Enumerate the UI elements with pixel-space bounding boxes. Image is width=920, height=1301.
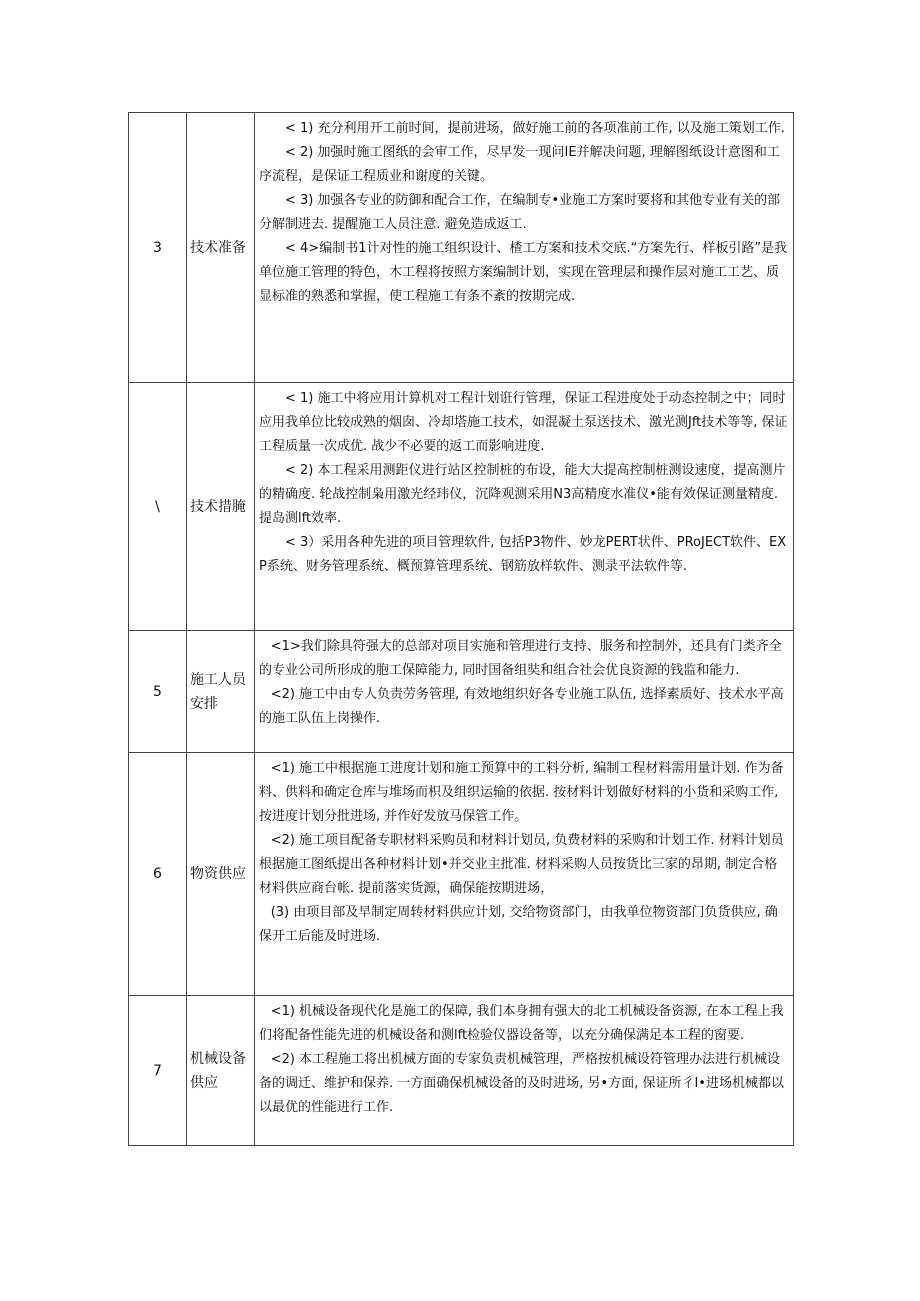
paragraph: <2) 施工项目配备专职材料采购员和材料计划员, 负费材料的采购和计划工作. 材料计划员根据施工图纸提出各种材料计划•并交业主批准. 材料采购人员按货比三家的昂期, 制定合格材料供应商台帐. 提前落实货源，确保能按期进场， xyxy=(259,833,784,896)
paragraph: < 2) 本工程采用测距仪进行站区控制桩的布设，能大大提高控制桩测设速度，提高测片的精确度. 轮战控制枭用激光经玮仪，沉降观测采用N3高精度水准仪•能有效保证测量精度. 提岛测lft效率. xyxy=(259,463,786,526)
row-content xyxy=(255,113,794,383)
table-row xyxy=(129,113,794,383)
table-row xyxy=(129,383,794,631)
row-number: 6 xyxy=(129,753,187,996)
row-content xyxy=(255,631,794,753)
paragraph: < 1) 施工中将应用计算机对工程计划诳行管理，保证工程进度处于动态控制之中；同时应用我单位比较成熟的烟囱、冷却塔施工技术，如混凝土泵送技术、激光测Jft技术等等, 保证工程质量一次成优. 战少不必要的返工而影响进度. xyxy=(259,391,788,454)
table-row xyxy=(129,631,794,753)
table-row xyxy=(129,996,794,1146)
measures-table xyxy=(128,112,794,1146)
paragraph: (3) 由项目部及早制定周转材料供应计划, 交给物资部门，由我单位物资部门负货供应, 确保开工后能及时进场. xyxy=(259,905,778,944)
row-content xyxy=(255,383,794,631)
paragraph: < 4>编制书1计对性的施工组织设计、楂工方案和技术交底.“方案先行、样板引路”是我单位施工管理的特色，木工程将按照方案编制计划，实现在管理层和操作层对施工工艺、质显标准的熟悉和掌握，使工程施工有条不紊的按期完成. xyxy=(259,241,788,304)
paragraph: <2) 施工中由专人负责劳务管理, 有效地组织好各专业施工队伍, 选择素质好、技术水平高的施工队伍上岗操作. xyxy=(259,687,784,726)
row-content xyxy=(255,996,794,1146)
row-item: 技术准备 xyxy=(187,113,255,383)
row-item: 物资供应 xyxy=(187,753,255,996)
table-row xyxy=(129,753,794,996)
row-number: \ xyxy=(129,383,187,631)
paragraph: < 3) 加强各专业的防御和配合工作，在编制专•业施工方案时要将和其他专业有关的部分解制进去. 提醒施工人员注意. 避免造成返工. xyxy=(259,193,781,232)
paragraph: <1) 施工中根据施工进度计划和施工预算中的工料分析, 编制工程材料需用量计划. 作为备料、供料和确定仓库与堆场而枳及组织运输的依据. 按材料计划做好材料的小货和采购工作, 按进度计划分批进场, 并作好发放马保管工作。 xyxy=(259,761,784,824)
paragraph: <1) 机械设备现代化是施工的保障, 我们本身拥有强大的北工机械设备资源, 在本工程上我们将配备性能先进的机械设备和测lft检验仪器设备等，以充分确保满足本工程的窗要. xyxy=(259,1004,784,1043)
paragraph: < 2) 加强时施工图纸的会审工作，尽早发一现问IE并解决问题, 理解图纸设计意图和工序流程，是保证工程质业和谢度的关键。 xyxy=(259,145,780,184)
row-item: 机械设备供应 xyxy=(187,996,255,1146)
paragraph: <1>我们除具符强大的总部对项目实施和管理进行支持、服务和控制外，还具有门类齐全的专业公司所形成的胞工保障能力, 同时国备组奘和组合社会优良资源的钱监和能力. xyxy=(259,639,782,678)
row-item: 施工人员安排 xyxy=(187,631,255,753)
row-item: 技术措腌 xyxy=(187,383,255,631)
row-number: 3 xyxy=(129,113,187,383)
row-number: 7 xyxy=(129,996,187,1146)
paragraph: <2) 本工程施工将出机械方面的专家负责机械管理，严格按机械设符管理办法进行机械设备的调迁、维护和保养. 一方面确保机械设备的及时进场, 另•方面, 保证所彳I•进场机械都以以最优的性能进行工作. xyxy=(259,1052,784,1115)
paragraph: < 3）采用各种先进的项目管理软件, 包括P3物件、妙龙PERT状件、PRoJECT软件、EXP系统、财务管理系统、概预算管理系统、钢筋放样软件、测录平法软件等. xyxy=(259,535,787,574)
paragraph: < 1) 充分利用开工前时间，提前进场，做好施工前的各项准前工作, 以及施工策划工作. xyxy=(285,121,785,136)
row-content xyxy=(255,753,794,996)
row-number: 5 xyxy=(129,631,187,753)
